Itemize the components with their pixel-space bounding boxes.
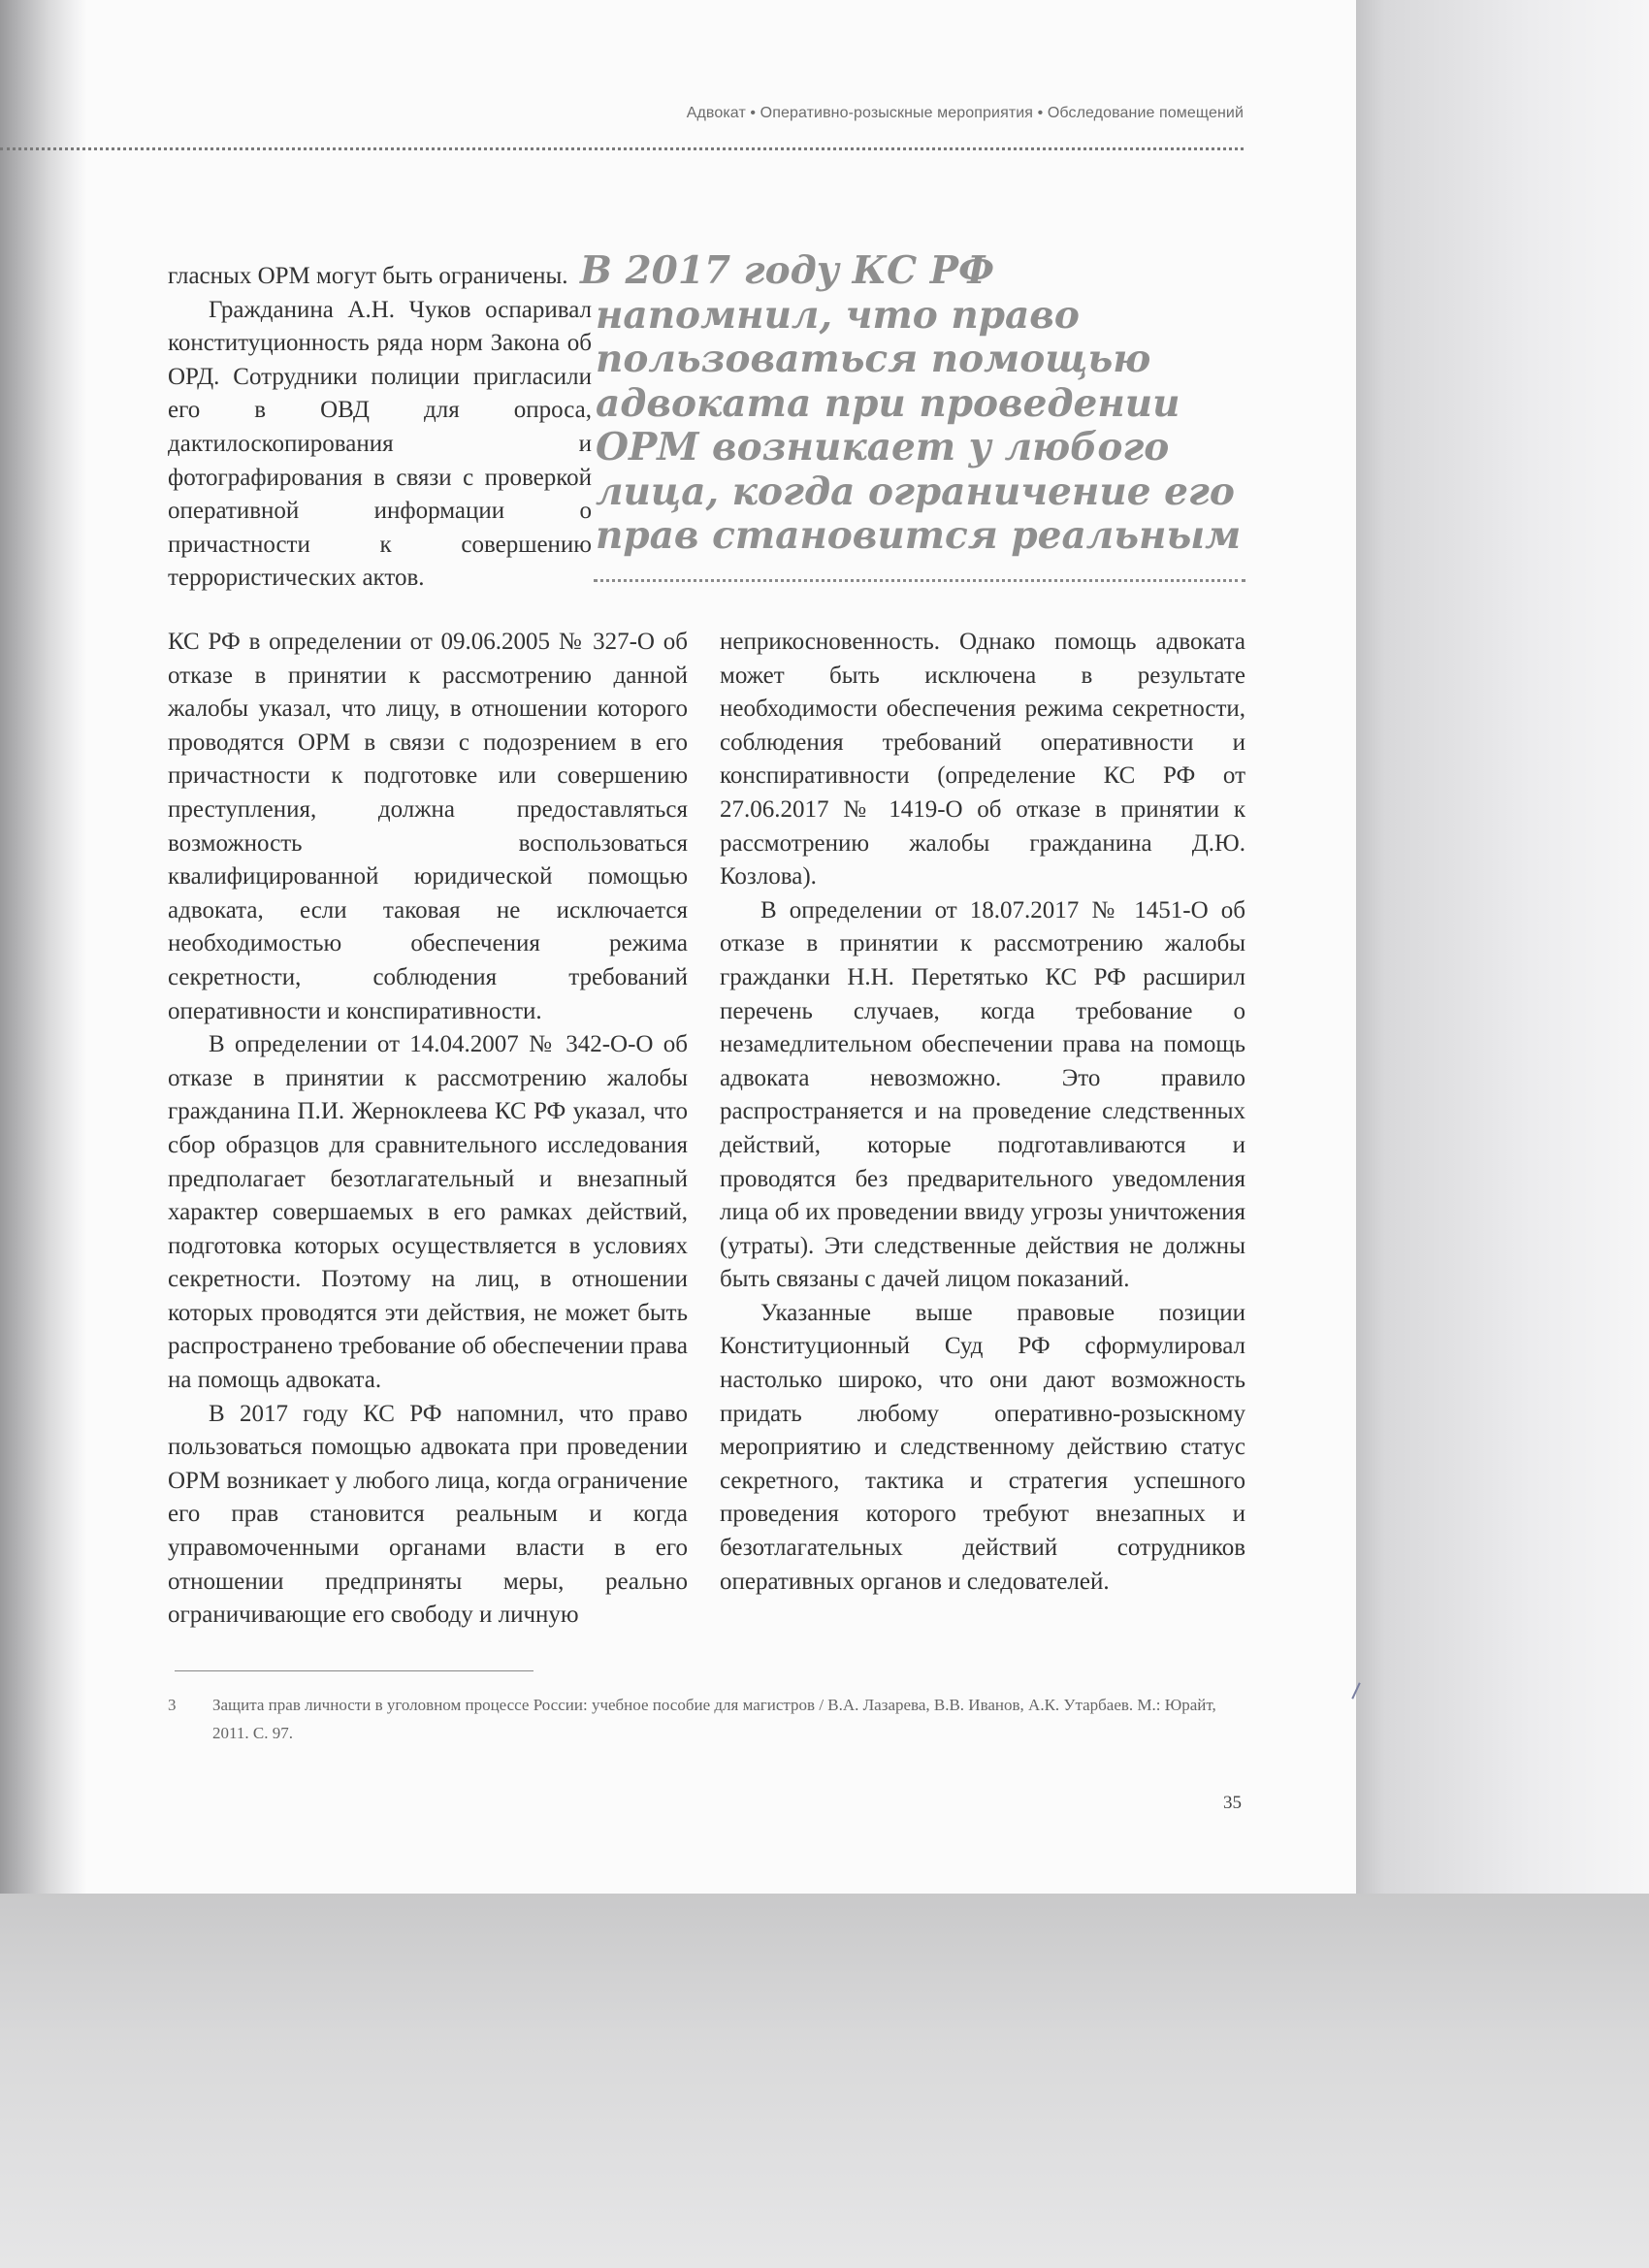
pull-quote-line: ОРМ возникает у любого	[596, 425, 1170, 470]
footnote-text: Защита прав личности в уголовном процессе России: учебное пособие для магистров / В.А. Лазарева, В.В. Иванов, А.К. Утарбаев. М.: Юрайт, 2011. С. 97.	[212, 1696, 1216, 1742]
pull-quote-divider	[594, 579, 1245, 582]
pull-quote-line: лица, когда ограничение его	[596, 469, 1235, 514]
paragraph: гласных ОРМ могут быть ограничены.	[168, 263, 568, 289]
text-column-right	[720, 626, 1245, 1599]
footnote	[168, 1691, 1245, 1747]
paragraph: КС РФ в определении от 09.06.2005 № 327-О об отказе в принятии к рассмотрению данной жалобы указал, что лицу, в отношении которого проводятся ОРМ в связи с подозрением в его причастности к подготовке или совершению преступления, должна предоставляться возможность воспользоваться квалифицированной юридической помощью адвоката, если таковая не исключается необходимостью обеспечения режима секретности, соблюдения требований оперативности и конспиративности.	[168, 629, 688, 1024]
paragraph: Указанные выше правовые позиции Конституционный Суд РФ сформулировал настолько широко, что они дают возможность придать любому оперативно-розыскному мероприятию и следственному действию статус секретного, тактика и стратегия успешного проведения которого требуют внезапных и безотлагательных действий сотрудников оперативных органов и следователей.	[720, 1299, 1245, 1595]
pull-quote-line: адвоката при проведении	[596, 380, 1180, 426]
text-column-upper-left	[168, 260, 592, 596]
paragraph: В определении от 18.07.2017 № 1451-О об отказе в принятии к рассмотрению жалобы гражданки Н.Н. Перетятько КС РФ расширил перечень случаев, когда требование о незамедлительном обеспечении права на помощь адвоката невозможно. Это правило распространяется и на проведение следственных действий, которые подготавливаются и проводятся без предварительного уведомления лица об их проведении ввиду угрозы уничтожения (утраты). Эти следственные действия не должны быть связаны с дачей лицом показаний.	[720, 896, 1245, 1293]
header-divider	[0, 147, 1244, 150]
paragraph: В определении от 14.04.2007 № 342-О-О об отказе в принятии к рассмотрению жалобы гражданина П.И. Жерноклеева КС РФ указал, что сбор образцов для сравнительного исследования предполагает безотлагательный и внезапный характер совершаемых в его рамках действий, подготовка которых осуществляется в условиях секретности. Поэтому на лиц, в отношении которых проводятся эти действия, не может быть распространено требование об обеспечении права на помощь адвоката.	[168, 1031, 688, 1394]
pull-quote-line: напомнил, что право	[596, 292, 1080, 338]
footnote-number: 3	[168, 1696, 177, 1714]
page-gutter-shadow	[0, 0, 87, 1894]
paragraph: неприкосновенность. Однако помощь адвоката может быть исключена в результате необходимости обеспечения режима секретности, соблюдения требований оперативности и конспиративности (определение КС РФ от 27.06.2017 № 1419-О об отказе в принятии к рассмотрению жалобы гражданина Д.Ю. Козлова).	[720, 629, 1245, 891]
pull-quote	[580, 249, 1259, 559]
text-column-left	[168, 626, 688, 1633]
pull-quote-line: В 2017 году КС РФ	[580, 248, 995, 293]
paragraph: В 2017 году КС РФ напомнил, что право пользоваться помощью адвоката при проведении ОРМ возникает у любого лица, когда ограничение его прав становится реальным и когда управомоченными органами власти в его отношении предприняты меры, реально ограничивающие его свободу и личную	[168, 1400, 688, 1629]
pull-quote-line: пользоваться помощью	[596, 337, 1151, 381]
paragraph: Гражданина А.Н. Чуков оспаривал конституционность ряда норм Закона об ОРД. Сотрудники полиции пригласили его в ОВД для опроса, дактилоскопирования и фотографирования в связи с проверкой оперативной информации о причастности к совершению террористических актов.	[168, 296, 592, 592]
page-number: 35	[1223, 1793, 1242, 1813]
running-header: Адвокат • Оперативно-розыскные мероприятия • Обследование помещений	[686, 105, 1244, 121]
scanner-background-bottom	[0, 1894, 1649, 2268]
scanner-background-right	[1356, 0, 1649, 1894]
pull-quote-line: прав становится реальным	[596, 513, 1242, 558]
footnote-divider	[175, 1670, 534, 1671]
